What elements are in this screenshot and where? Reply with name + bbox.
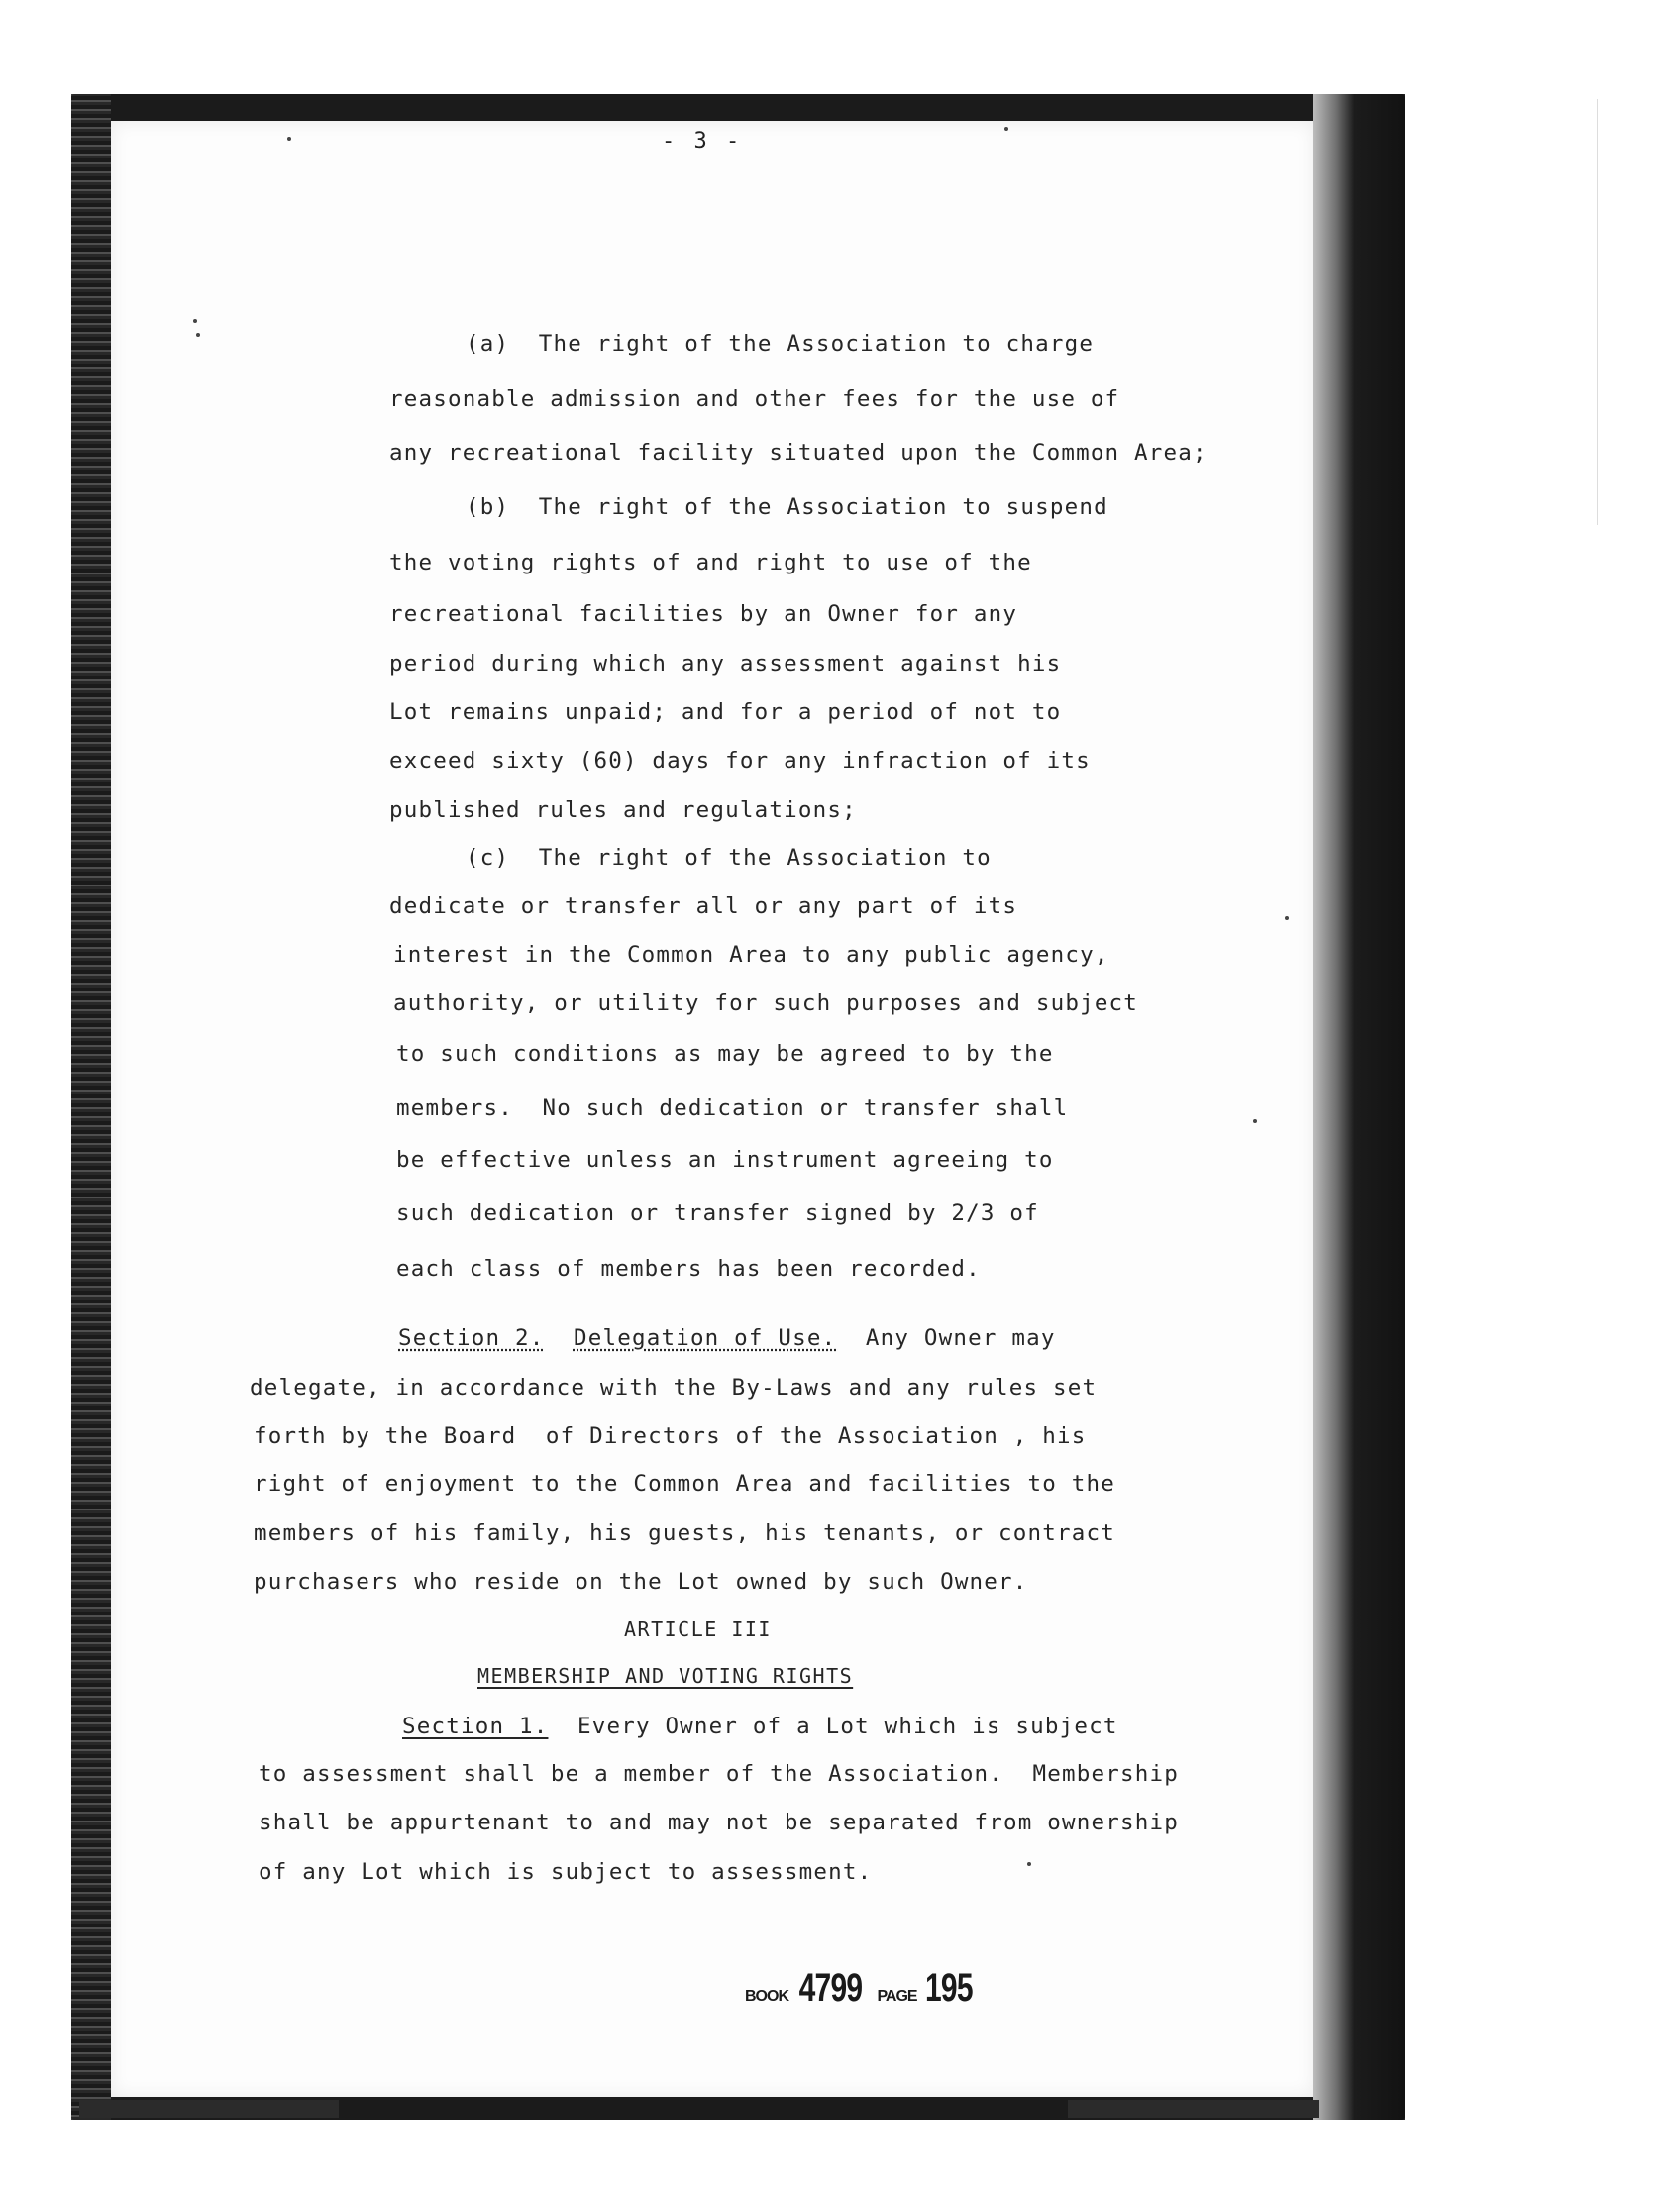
section-2-line: right of enjoyment to the Common Area and facilities to the [254,1471,1116,1497]
scan-edge-line [1597,99,1598,525]
article-section-1-label: Section 1. [402,1714,549,1739]
stamp-page-number: 195 [924,1966,973,2010]
section-2-line: members of his family, his guests, his tenants, or contract [254,1520,1116,1546]
scan-artifact-bar [79,2100,339,2118]
section-2-line: delegate, in accordance with the By-Laws and any rules set [250,1375,1098,1401]
article-heading: ARTICLE III [624,1617,772,1641]
paragraph-a-line: (a) The right of the Association to charge [466,331,1095,357]
scan-artifact-bar [1068,2100,1319,2118]
article-subheading: MEMBERSHIP AND VOTING RIGHTS [477,1664,854,1688]
article-section-1-line: of any Lot which is subject to assessment. [259,1859,873,1885]
paragraph-c-line: be effective unless an instrument agreeing to [396,1147,1054,1173]
scan-speck [193,319,197,323]
paragraph-c-line: members. No such dedication or transfer shall [396,1095,1069,1121]
paragraph-c-line: to such conditions as may be agreed to by the [396,1041,1054,1067]
paragraph-c-line: authority, or utility for such purposes and subject [393,990,1139,1016]
section-2-line: purchasers who reside on the Lot owned by such Owner. [254,1569,1028,1595]
page-number: - 3 - [662,129,743,154]
page-label: PAGE [877,1988,917,2005]
paragraph-b-line: Lot remains unpaid; and for a period of not to [389,699,1062,725]
paragraph-c-line: dedicate or transfer all or any part of its [389,893,1018,919]
paragraph-b-line: exceed sixty (60) days for any infraction of its [389,748,1091,774]
section-2-title: Delegation of Use. [573,1325,837,1351]
section-2-heading-line [398,1325,1056,1351]
paragraph-c-line: interest in the Common Area to any public agency, [393,942,1109,968]
article-section-1-line: shall be appurtenant to and may not be separated from ownership [259,1810,1180,1835]
paragraph-c-line: (c) The right of the Association to [466,845,992,871]
paragraph-a-line: reasonable admission and other fees for the use of [389,386,1120,412]
book-number: 4799 [798,1966,863,2010]
paragraph-b-line: recreational facilities by an Owner for any [389,601,1018,627]
book-label: BOOK [745,1988,788,2005]
paragraph-b-line: the voting rights of and right to use of the [389,550,1032,575]
section-2-line: forth by the Board of Directors of the Association , his [254,1423,1087,1449]
scan-speck [1004,127,1008,131]
article-section-1-heading-line [402,1714,1118,1739]
section-2-first-line-rest: Any Owner may [836,1325,1056,1351]
article-section-1-first-line-rest: Every Owner of a Lot which is subject [548,1714,1118,1739]
paragraph-b-line: (b) The right of the Association to suspend [466,494,1108,520]
scan-speck [1285,916,1289,920]
section-2-label: Section 2. [398,1325,545,1351]
scan-speck [196,333,200,337]
scan-speck [287,137,291,141]
paragraph-b-line: period during which any assessment against his [389,651,1062,677]
paragraph-c-line: each class of members has been recorded. [396,1256,981,1282]
scan-speck [1253,1119,1257,1123]
book-page-stamp [745,1966,980,2011]
paragraph-c-line: such dedication or transfer signed by 2/3 of [396,1200,1039,1226]
paragraph-b-line: published rules and regulations; [389,797,857,823]
paragraph-a-line: any recreational facility situated upon the Common Area; [389,440,1208,466]
article-section-1-line: to assessment shall be a member of the Association. Membership [259,1761,1180,1787]
scan-speck [1027,1862,1031,1866]
